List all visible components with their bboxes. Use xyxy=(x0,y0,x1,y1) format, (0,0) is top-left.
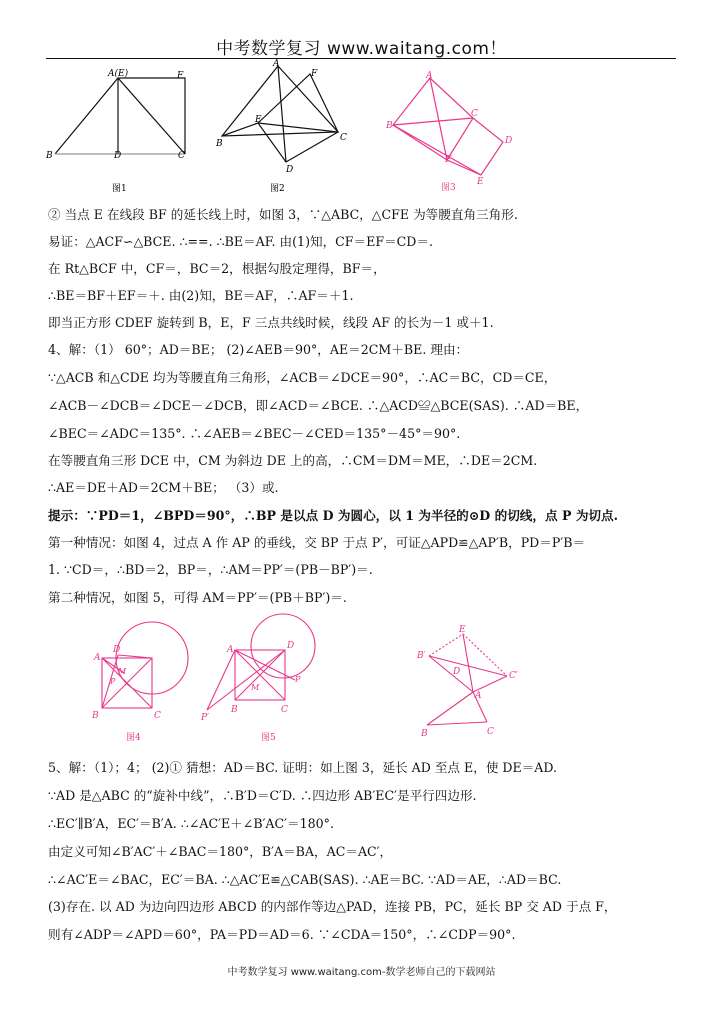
fig3-label-c: C xyxy=(471,109,478,119)
text-line-8: ∠ACB－∠DCB＝∠DCE－∠DCB，即∠ACD＝∠BCE. ∴△ACD≌△BCE(SAS). ∴AD＝BE， xyxy=(48,398,589,413)
figure-3 xyxy=(385,70,525,195)
fig5-label-a: A xyxy=(227,645,234,655)
header-rule xyxy=(46,58,676,59)
text-line-17: ∵AD 是△ABC 的“旋补中线”，∴B′D＝C′D. ∴四边形 AB′EC′是平行四边形. xyxy=(48,788,477,803)
fig2-label-a: A xyxy=(273,59,280,69)
text-line-21: (3)存在. 以 AD 为边向四边形 ABCD 的内部作等边△PAD，连接 PB，PC，延长 BP 交 AD 于点 F， xyxy=(48,899,617,914)
figure-1 xyxy=(40,66,200,196)
fig5-label-d: D xyxy=(287,641,295,651)
fig6-label-d: D xyxy=(453,667,461,677)
fig1-label-d: D xyxy=(114,151,122,161)
fig5-label-pp: P′ xyxy=(201,713,210,723)
text-line-9: ∠BEC＝∠ADC＝135°. ∴∠AEB＝∠BEC－∠CED＝135°－45°＝90°. xyxy=(48,426,461,441)
fig3-label-e: E xyxy=(477,177,484,187)
fig2-label-e: E xyxy=(255,115,262,125)
text-line-22: 则有∠ADP＝∠APD＝60°，PA＝PD＝AD＝6. ∵∠CDA＝150°，∴∠CDP＝90°. xyxy=(48,927,516,942)
text-line-12: 提示：∵PD＝1，∠BPD＝90°，∴BP 是以点 D 为圆心，以 1 为半径的⊙D 的切线，点 P 为切点. xyxy=(48,508,618,523)
fig3-caption: 图3 xyxy=(441,183,456,193)
page-header: 中考数学复习 www.waitang.com！ xyxy=(216,39,507,59)
fig3-label-d: D xyxy=(505,136,513,146)
fig5-label-b: B xyxy=(231,705,238,715)
fig6-label-a: A xyxy=(475,691,482,701)
fig5-label-c: C xyxy=(281,705,288,715)
text-line-10: 在等腰直角三形 DCE 中，CM 为斜边 DE 上的高，∴CM＝DM＝ME，∴DE＝2CM. xyxy=(48,453,538,468)
fig3-label-f: F xyxy=(445,155,452,165)
fig6-label-c: C xyxy=(487,727,494,737)
fig6-label-bp: B′ xyxy=(417,651,426,661)
text-line-4: ∴BE＝BF＋EF＝＋. 由(2)知，BE＝AF，∴AF＝＋1. xyxy=(48,288,354,303)
fig6-label-b: B xyxy=(421,729,428,739)
fig4-label-d: D xyxy=(113,645,121,655)
fig4-label-p: P xyxy=(110,677,116,686)
text-line-2: 易证：△ACF∽△BCE. ∴==. ∴BE＝AF. 由(1)知，CF＝EF＝CD＝. xyxy=(48,234,433,249)
fig1-label-f: F xyxy=(177,71,184,81)
fig6-label-e: E xyxy=(459,625,466,635)
text-line-13: 第一种情况：如图 4，过点 A 作 AP 的垂线，交 BP 于点 P′，可证△APD≌△AP′B，PD＝P′B＝ xyxy=(48,535,586,550)
fig6-label-cp: C′ xyxy=(509,671,518,681)
fig1-caption: 图1 xyxy=(112,184,127,194)
figure-4 xyxy=(88,618,203,743)
text-line-5: 即当正方形 CDEF 旋转到 B，E，F 三点共线时候，线段 AF 的长为－1 或＋1. xyxy=(48,315,494,330)
text-line-14: 1. ∵CD＝，∴BD＝2，BP＝，∴AM＝PP′＝(PB－BP′)＝. xyxy=(48,562,373,577)
fig2-label-c: C xyxy=(340,133,347,143)
text-line-20: ∴∠AC′E＝∠BAC，EC′＝BA. ∴△AC′E≌△CAB(SAS). ∴AE＝BC. ∵AD＝AE，∴AD＝BC. xyxy=(48,872,562,887)
text-line-15: 第二种情况，如图 5，可得 AM＝PP′＝(PB＋BP′)＝. xyxy=(48,590,347,605)
fig5-label-p: P xyxy=(295,675,301,684)
fig2-caption: 图2 xyxy=(270,184,285,194)
text-line-16: 5、解：（1）；4； (2)① 猜想：AD＝BC. 证明：如上图 3，延长 AD 至点 E，使 DE＝AD. xyxy=(48,760,558,775)
fig4-label-c: C xyxy=(154,711,161,721)
text-line-18: ∴EC′∥B′A，EC′＝B′A. ∴∠AC′E＋∠B′AC′＝180°. xyxy=(48,816,334,831)
fig5-label-m: M xyxy=(251,683,260,692)
fig1-label-b: B xyxy=(46,151,53,161)
fig5-caption: 图5 xyxy=(261,733,276,743)
text-line-11: ∴AE＝DE＋AD＝2CM＋BE； （3）或. xyxy=(48,480,279,495)
fig4-caption: 图4 xyxy=(126,733,141,743)
fig2-label-d: D xyxy=(286,165,294,175)
fig2-label-b: B xyxy=(216,139,223,149)
fig1-label-c: C xyxy=(178,151,185,161)
fig4-label-a: A xyxy=(94,653,101,663)
fig3-label-a: A xyxy=(426,71,433,81)
fig3-label-b: B xyxy=(386,121,393,131)
text-line-6: 4、解：（1） 60°；AD＝BE； (2)∠AEB＝90°，AE＝2CM＋BE. 理由： xyxy=(48,342,469,357)
fig2-label-f: F xyxy=(311,69,318,79)
text-line-1: ② 当点 E 在线段 BF 的延长线上时，如图 3，∵△ABC，△CFE 为等腰直角三角形. xyxy=(48,207,518,222)
text-line-3: 在 Rt△BCF 中，CF＝，BC＝2，根据勾股定理得，BF＝， xyxy=(48,261,386,276)
fig1-label-a: A(E) xyxy=(108,69,129,79)
text-line-19: 由定义可知∠B′AC′＋∠BAC＝180°，B′A＝BA，AC＝AC′， xyxy=(48,844,393,859)
figure-6 xyxy=(415,620,530,750)
fig4-label-m: M xyxy=(118,667,127,676)
fig4-label-b: B xyxy=(92,711,99,721)
text-line-7: ∵△ACB 和△CDE 均为等腰直角三角形，∠ACB＝∠DCE＝90°，∴AC＝BC，CD＝CE， xyxy=(48,370,557,385)
figure-2 xyxy=(210,60,355,195)
figure-5 xyxy=(195,610,335,745)
page-footer: 中考数学复习 www.waitang.com-数学老师自己的下载网站 xyxy=(227,967,496,978)
